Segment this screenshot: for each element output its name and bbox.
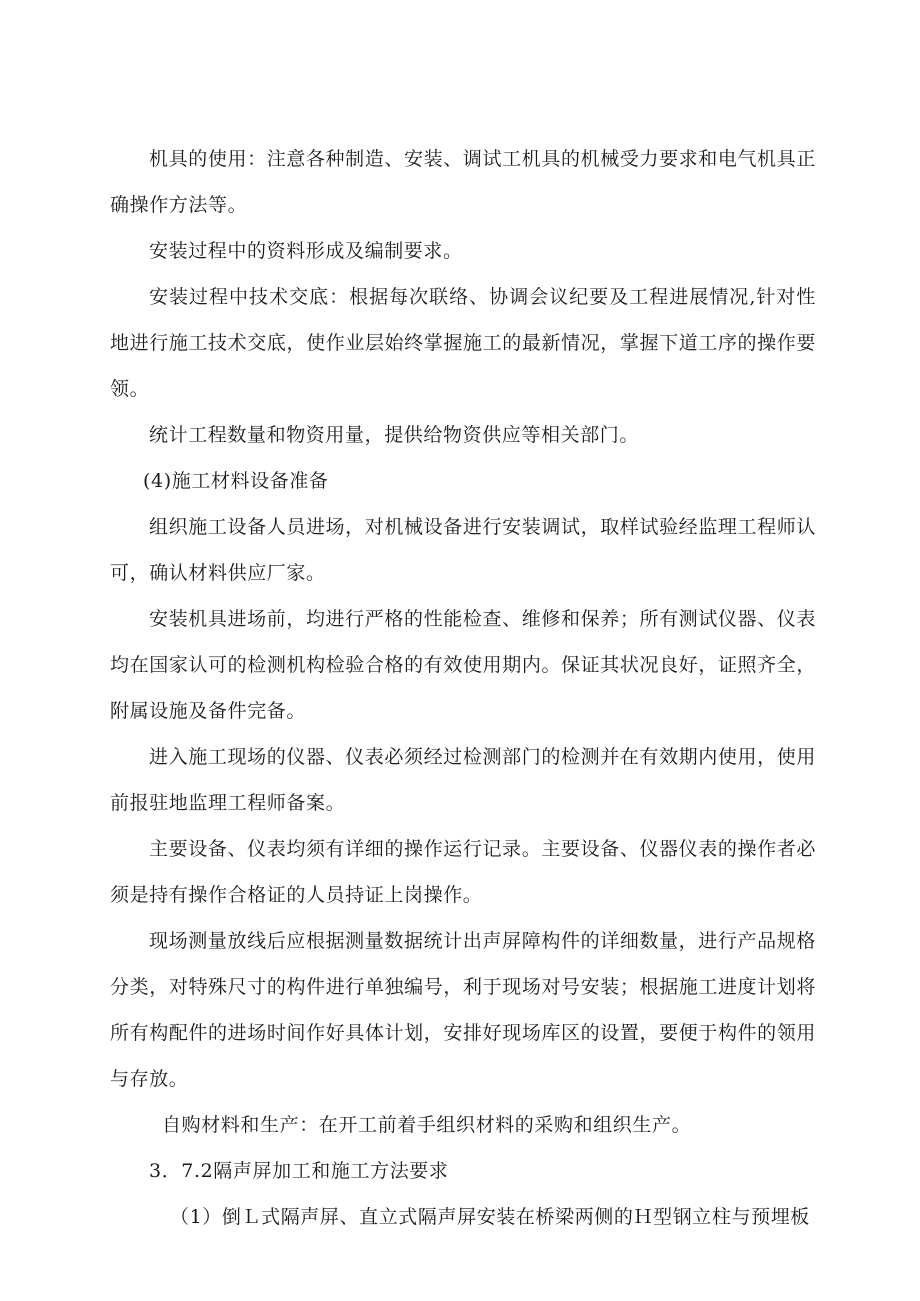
paragraph-documentation: 安装过程中的资料形成及编制要求。 [149, 240, 463, 262]
paragraph-item-1: （1）倒Ｌ式隔声屏、直立式隔声屏安装在桥梁两侧的Ｈ型钢立柱与预埋板 [170, 1206, 810, 1228]
paragraph-technical-briefing: 安装过程中技术交底：根据每次联络、协调会议纪要及工程进展情况,针对性地进行施工技术交底，使作业层始终掌握施工的最新情况，掌握下道工序的操作要领。 [110, 286, 816, 400]
paragraph-component-planning: 现场测量放线后应根据测量数据统计出声屏障构件的详细数量，进行产品规格分类，对特殊尺寸的构件进行单独编号，利于现场对号安装；根据施工进度计划将所有构配件的进场时间作好具体计划，安排好现场库区的设置，要便于构件的领用与存放。 [110, 930, 816, 1090]
paragraph-self-purchase: 自购材料和生产：在开工前着手组织材料的采购和组织生产。 [162, 1114, 692, 1136]
paragraph-machine-inspection: 安装机具进场前，均进行严格的性能检查、维修和保养；所有测试仪器、仪表均在国家认可的检测机构检验合格的有效使用期内。保证其状况良好，证照齐全，附属设施及备件完备。 [110, 608, 816, 722]
paragraph-quantity-statistics: 统计工程数量和物资用量，提供给物资供应等相关部门。 [149, 424, 640, 446]
section-heading-3-7-2: 3．7.2隔声屏加工和施工方法要求 [149, 1160, 449, 1182]
paragraph-operation-records: 主要设备、仪表均须有详细的操作运行记录。主要设备、仪器仪表的操作者必须是持有操作合格证的人员持证上岗操作。 [110, 838, 816, 906]
section-heading-materials-equipment: (4)施工材料设备准备 [143, 470, 329, 492]
paragraph-equipment-entry: 组织施工设备人员进场，对机械设备进行安装调试，取样试验经监理工程师认可，确认材料供应厂家。 [110, 516, 816, 584]
paragraph-machine-use: 机具的使用：注意各种制造、安装、调试工机具的机械受力要求和电气机具正确操作方法等。 [110, 148, 816, 216]
paragraph-instrument-testing: 进入施工现场的仪器、仪表必须经过检测部门的检测并在有效期内使用，使用前报驻地监理工程师备案。 [110, 746, 816, 814]
